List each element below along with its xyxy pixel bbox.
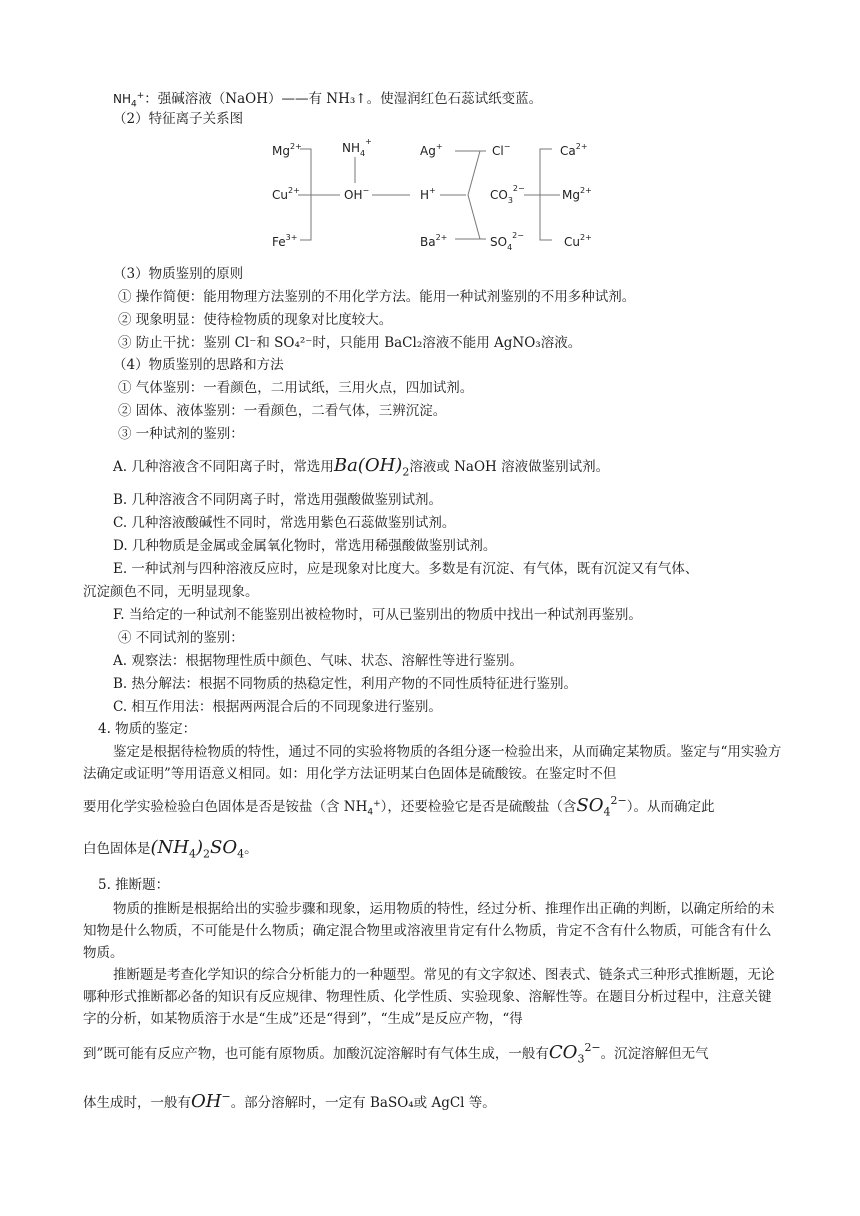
- ion-subscript: 4: [131, 99, 137, 110]
- ion-oh: OH−: [344, 186, 370, 202]
- ion-cu-right: $Cu^{2+}$: [564, 233, 592, 249]
- section3-item-2: ② 现象明显：使待检物质的现象对比度较大。: [118, 312, 393, 328]
- reagent-item-a: [113, 452, 609, 487]
- p3-text-b: 。沉淀溶解但无气: [600, 1046, 709, 1062]
- inference-paragraph-3: [83, 1034, 709, 1074]
- ion-nh4: $NH_4^+$: [342, 137, 372, 158]
- formula-sub-2: 2: [203, 847, 211, 861]
- intro-text: ：强碱溶液（NaOH）——有 NH₃↑。使湿润红色石蕊试纸变蓝。: [144, 91, 543, 107]
- inference-paragraph-2: 推断题是考查化学知识的综合分析能力的一种题型。常见的有文字叙述、图表式、链条式三种形式推断题，无论哪种形式推断都必备的知识有反应规律、物理性质、化学性质、实验现象、溶解性等。在题目分析过程中，注意关键字的分析，如某物质溶于水是“生成”还是“得到”，“生成”是反应产物，“得: [83, 967, 775, 1027]
- p2-text-b: ），还要检验它是否是硫酸盐（含: [380, 799, 577, 815]
- ammonium-ion: [113, 91, 145, 110]
- section4-item-4: ④ 不同试剂的鉴别：: [118, 630, 244, 646]
- formula-charge: 2−: [584, 1041, 601, 1054]
- ion-fe-left: $Fe^{3+}$: [272, 233, 298, 249]
- reagent-item-e-line2: 沉淀颜色不同，无明显现象。: [83, 584, 259, 600]
- ion-co3: $CO_3^{2-}$: [490, 184, 525, 205]
- p4-text-b: 。部分溶解时，一定有 BaSO₄或 AgCl 等。: [230, 1095, 496, 1111]
- ion-cu-left: $Cu^{2+}$: [272, 186, 300, 202]
- identification-paragraph-1: 鉴定是根据待检物质的特性，通过不同的实验将物质的各组分逐一检验出来，从而确定某物质。鉴定与“用实验方法确定或证明”等用语意义相同。如：用化学方法证明某白色固体是硫酸铵。在鉴定时不但: [83, 744, 782, 782]
- p2-sulfate-formula: [576, 794, 627, 819]
- section3-item-1: ① 操作简便：能用物理方法鉴别的不用化学方法。能用一种试剂鉴别的不用多种试剂。: [118, 289, 636, 305]
- ion-relationship-diagram: [0, 135, 860, 265]
- reagent-item-d: D. 几种物质是金属或金属氧化物时，常选用稀强酸做鉴别试剂。: [113, 538, 497, 554]
- p2-text-a: 要用化学实验检验白色固体是否是铵盐（含 NH: [83, 799, 368, 815]
- p4-text-a: 体生成时，一般有: [83, 1095, 191, 1111]
- ion-h: H+: [420, 186, 436, 202]
- ion-ag: Ag+: [420, 142, 443, 158]
- ion-so4: $SO_4^{2-}$: [490, 231, 524, 252]
- reagent-item-f: F. 当给定的一种试剂不能鉴别出被检物时，可从已鉴别出的物质中找出一种试剂再鉴别。: [113, 607, 642, 623]
- section-identification-title: 4. 物质的鉴定：: [98, 721, 197, 737]
- section-inference-title: 5. 推断题：: [98, 877, 170, 893]
- method-item-b: B. 热分解法：根据不同物质的热稳定性，利用产物的不同性质特征进行鉴别。: [113, 676, 578, 692]
- item-a-prefix: A. 几种溶液含不同阳离子时，常选用: [113, 459, 334, 475]
- formula-subscript: 3: [577, 1052, 585, 1066]
- formula-main: OH: [191, 1091, 222, 1112]
- item-a-formula: [333, 455, 410, 479]
- section4-item-1: ① 气体鉴别：一看颜色，二用试纸，三用火点，四加试剂。: [118, 380, 474, 396]
- section2-title: （2）特征离子关系图: [113, 111, 244, 127]
- ammonium-sulfate-formula: [150, 837, 245, 861]
- method-item-c: C. 相互作用法：根据两两混合后的不同现象进行鉴别。: [113, 699, 442, 715]
- ion-charge: +: [373, 799, 381, 809]
- p2-ammonium: [367, 799, 381, 818]
- p3-text-a: 到”既可能有反应产物，也可能有原物质。加酸沉淀溶解时有气体生成，一般有: [83, 1046, 549, 1062]
- item-a-suffix: 溶液或 NaOH 溶液做鉴别试剂。: [409, 459, 610, 475]
- formula-main: Ba(OH): [333, 455, 403, 476]
- formula-sub-1: 4: [188, 847, 196, 861]
- p2-text-c: ）。从而确定此: [626, 799, 715, 815]
- formula-main: CO: [548, 1042, 578, 1063]
- identification-paragraph-2: [83, 787, 714, 827]
- formula-subscript: 4: [603, 805, 611, 819]
- ion-cl: Cl−: [492, 142, 511, 158]
- ion-mg-left: $Mg^{2+}$: [272, 142, 302, 158]
- reagent-item-b: B. 几种溶液含不同阴离子时，常选用强酸做鉴别试剂。: [113, 492, 443, 508]
- reagent-item-c: C. 几种溶液酸碱性不同时，常选用紫色石蕊做鉴别试剂。: [113, 515, 456, 531]
- formula-subscript: 2: [402, 465, 410, 479]
- ion-ba: $Ba^{2+}$: [420, 233, 448, 249]
- section3-title: （3）物质鉴别的原则: [113, 266, 244, 282]
- section4-item-2: ② 固体、液体鉴别：一看颜色，二看气体，三辨沉淀。: [118, 403, 447, 419]
- section4-title: （4）物质鉴别的思路和方法: [113, 357, 284, 373]
- formula-part-1: (NH: [150, 837, 189, 858]
- p3-text-b: 。: [244, 841, 258, 857]
- formula-main: SO: [576, 795, 604, 816]
- inference-paragraph-4: [83, 1083, 496, 1117]
- formula-sub-3: 4: [237, 847, 245, 861]
- ion-subscript: 4: [367, 807, 374, 818]
- reagent-item-e-line1: E. 一种试剂与四种溶液反应时，应是现象对比度大。多数是有沉淀、有气体，既有沉淀又有气体、: [113, 561, 699, 577]
- inference-paragraph-1: 物质的推断是根据给出的实验步骤和现象，运用物质的特性，经过分析、推理作出正确的判断，以确定所给的未知物是什么物质，不可能是什么物质；确定混合物里或溶液里肯定有什么物质，肯定不含有什么物质，可能含有什么物质。: [83, 901, 775, 961]
- formula-charge: −: [221, 1090, 231, 1103]
- hydroxide-formula: [191, 1091, 231, 1112]
- method-item-a: A. 观察法：根据物理性质中颜色、气味、状态、溶解性等进行鉴别。: [113, 653, 523, 669]
- formula-part-2: ): [195, 837, 204, 858]
- formula-charge: 2−: [610, 794, 627, 807]
- ion-charge: +: [136, 91, 145, 101]
- formula-part-3: SO: [210, 837, 238, 858]
- section4-item-3: ③ 一种试剂的鉴别：: [118, 426, 244, 442]
- p3-text-a: 白色固体是: [83, 841, 151, 857]
- ion-ca-right: $Ca^{2+}$: [560, 142, 588, 158]
- identification-paragraph-3: [83, 834, 258, 869]
- ion-symbol: NH: [113, 92, 131, 106]
- ion-mg-right: $Mg^{2+}$: [562, 186, 592, 202]
- carbonate-formula: [548, 1041, 601, 1066]
- section3-item-3: ③ 防止干扰：鉴别 Cl⁻和 SO₄²⁻时，只能用 BaCl₂溶液不能用 AgNO₃溶液。: [118, 335, 582, 351]
